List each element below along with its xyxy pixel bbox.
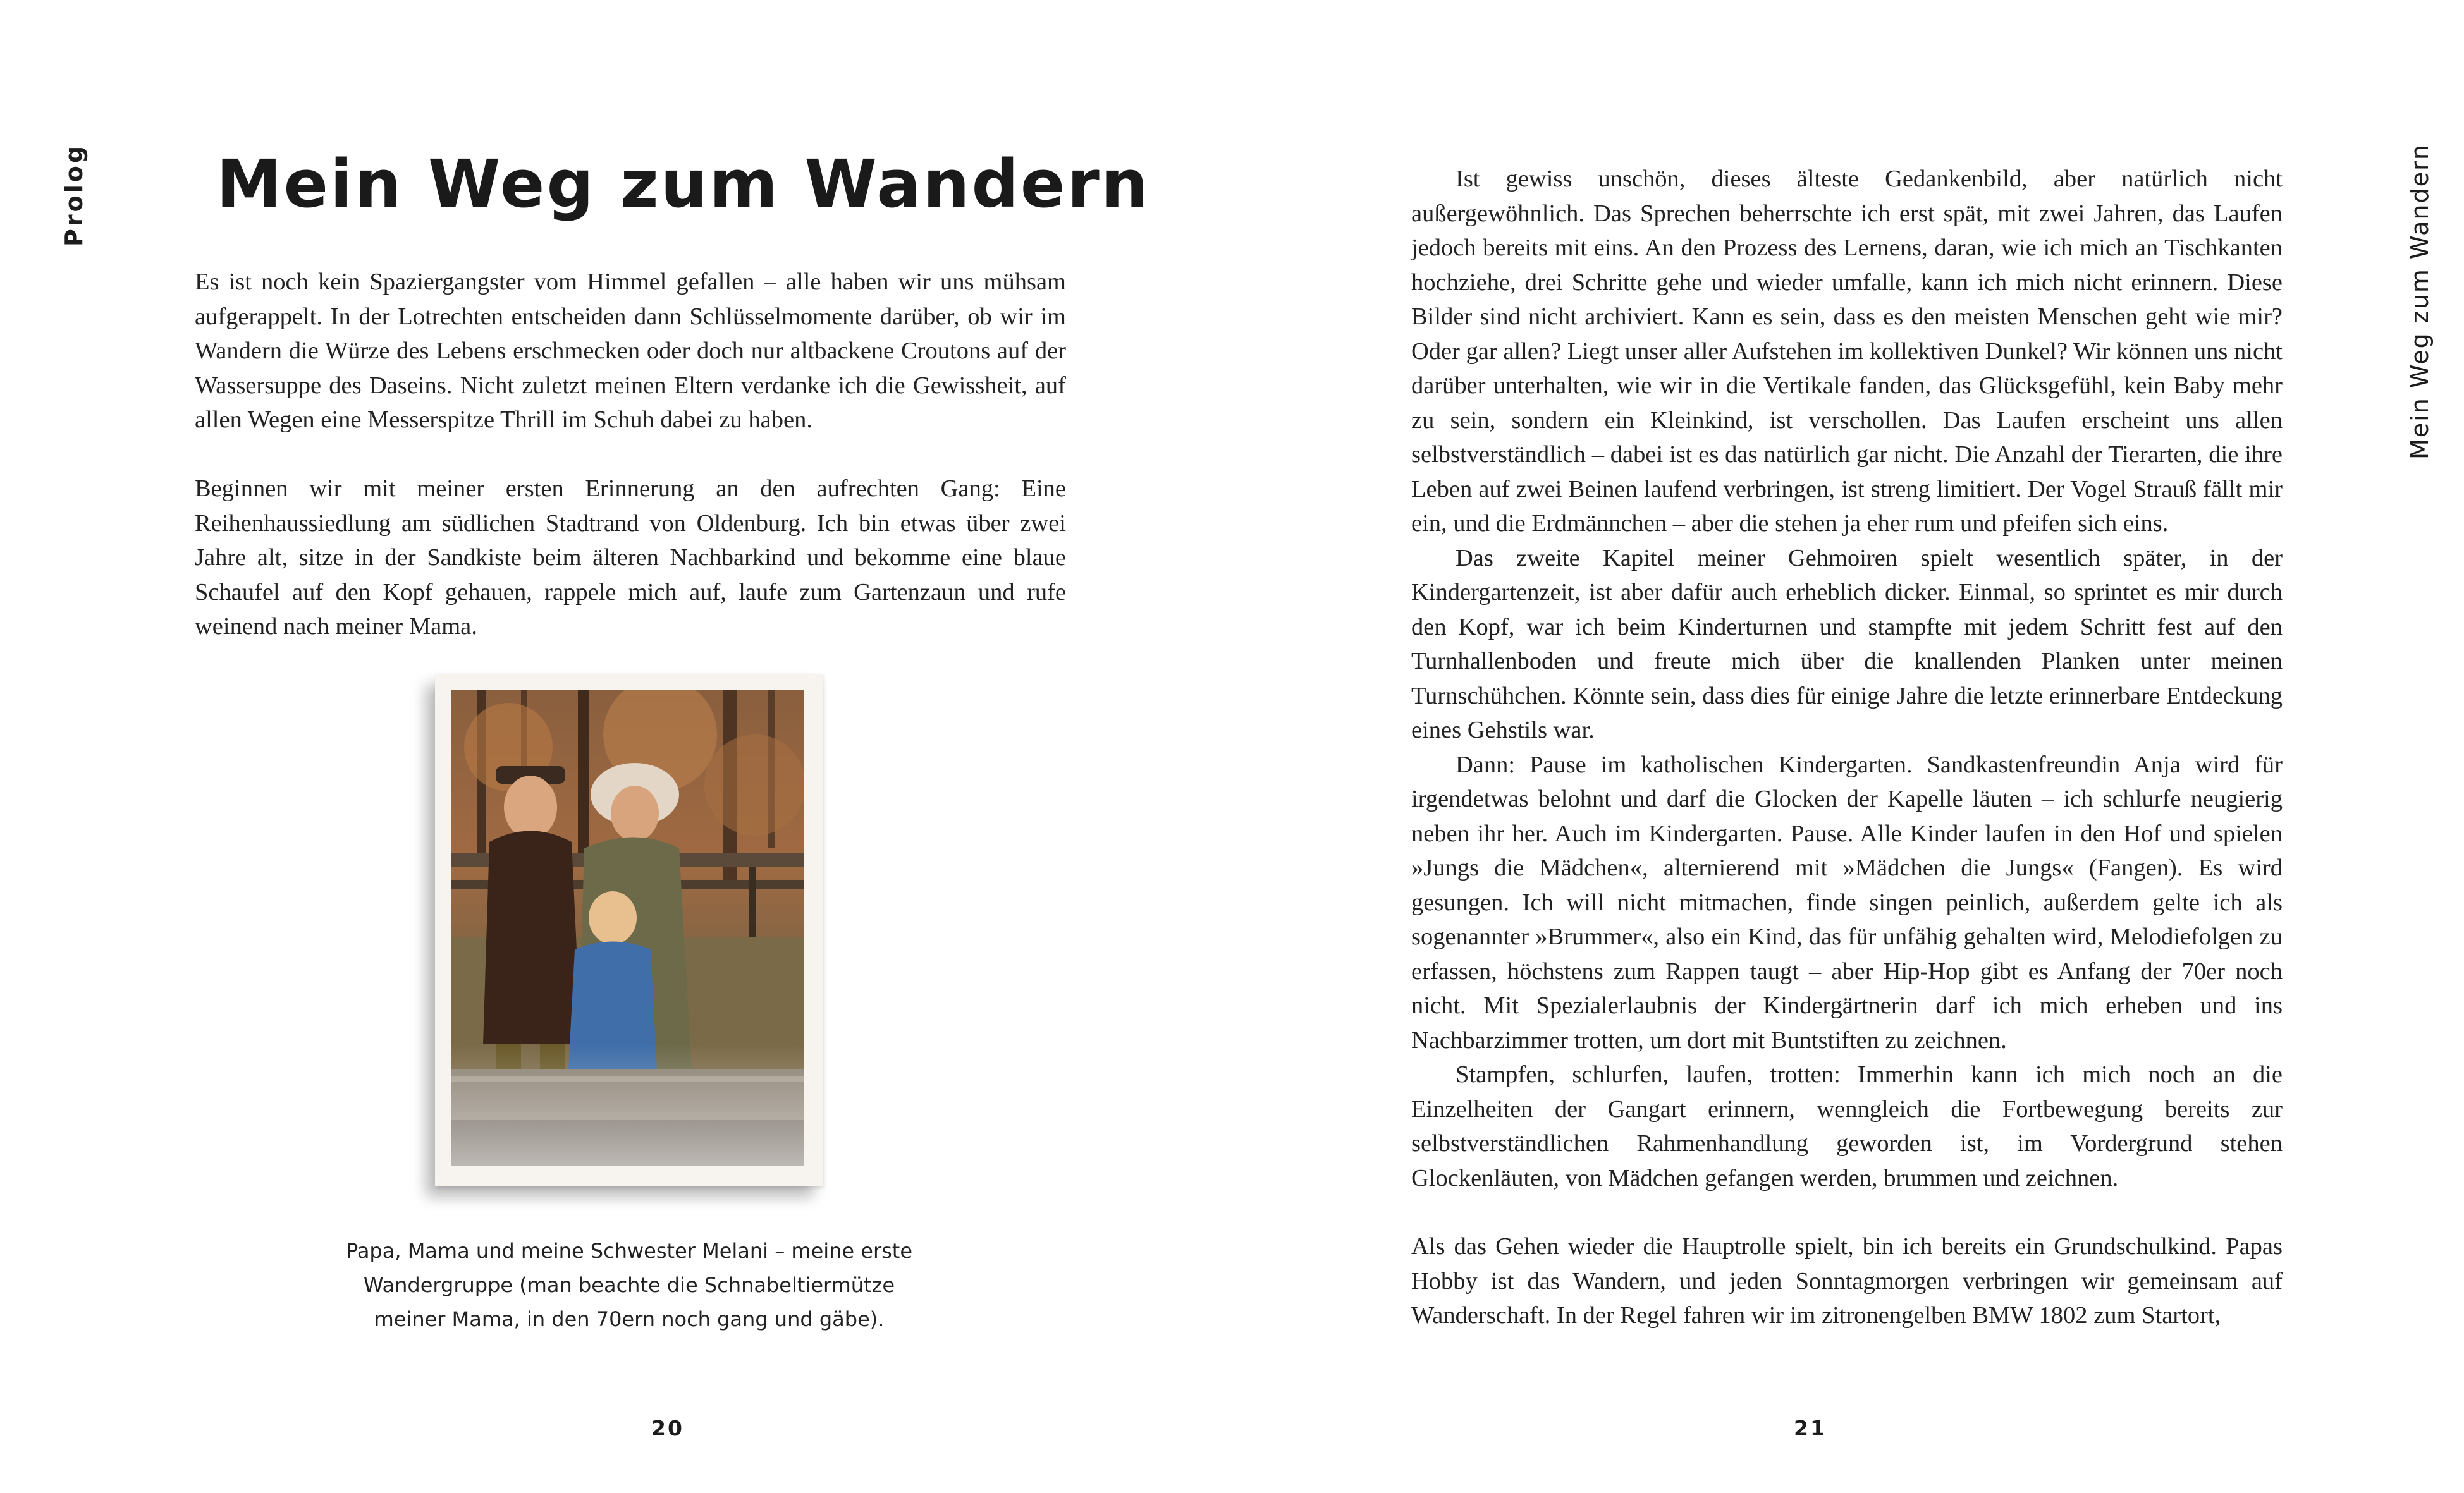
caption-line: Wandergruppe (man beachte die Schnabeltiermütze	[363, 1273, 895, 1297]
caption-line: Papa, Mama und meine Schwester Melani – meine erste	[345, 1239, 913, 1263]
paragraph: Ist gewiss unschön, dieses älteste Gedankenbild, aber natürlich nicht außergewöhnlich. Das Sprechen beherrschte ich erst spät, mit zwei Jahren, das Laufen jedoch bereits mit eins. An den Prozess des Lernens, daran, wie ich mich an Tischkanten hochziehe, drei Schritte gehe und wieder umfalle, kann ich mich nicht erinnern. Diese Bilder sind nicht archiviert. Kann es sein, dass es den meisten Menschen geht wie mir? Oder gar allen? Liegt unser aller Aufstehen im kollektiven Dunkel? Wir können uns nicht darüber unterhalten, wie wir in die Vertikale fanden, das Glücksgefühl, kein Baby mehr zu sein, sondern ein Kleinkind, ist verschollen. Das Laufen erscheint uns allen selbstverständlich – dabei ist es das natürlich gar nicht. Die Anzahl der Tierarten, die ihre Leben auf zwei Beinen laufend verbringen, ist streng limitiert. Der Vogel Strauß fällt mir ein, und die Erdmännchen – aber die stehen ja eher rum und pfeifen sich eins.	[1411, 166, 2283, 537]
paragraph: Das zweite Kapitel meiner Gehmoiren spielt wesentlich später, in der Kindergartenzeit, ist aber dafür auch erheblich dicker. Einmal, so sprintet es mir durch den Kopf, war ich beim Kinderturnen und stampfte mit jedem Schritt fest auf den Turnhallenboden und freute mich über die knallenden Planken unter meinen Turnschühchen. Könnte sein, dass dies für einige Jahre die letzte erinnerbare Entdeckung eines Gehstils war.	[1411, 544, 2283, 743]
paragraph: Stampfen, schlurfen, laufen, trotten: Immerhin kann ich mich noch an die Einzelheiten der Gangart erinnern, wenngleich die Fortbewegung bereits zur selbstverständlichen Rahmenhandlung geworden ist, im Vordergrund stehen Glockenläuten, von Mädchen gefangen werden, brummen und zeichnen.	[1411, 1061, 2283, 1191]
photo-caption	[278, 1234, 980, 1336]
caption-line: meiner Mama, in den 70ern noch gang und gäbe).	[374, 1307, 885, 1331]
right-column-text	[1411, 162, 2283, 1333]
page-number-left: 20	[651, 1416, 684, 1441]
chapter-title: Mein Weg zum Wandern	[216, 145, 1150, 222]
chapter-side-label: Prolog	[60, 143, 88, 247]
family-photo-frame	[435, 674, 823, 1186]
paragraph: Als das Gehen wieder die Hauptrolle spielt, bin ich bereits ein Grundschulkind. Papas Hobby ist das Wandern, und jeden Sonntagmorgen verbringen wir gemeinsam auf Wanderschaft. In der Regel fahren wir im zitronengelben BMW 1802 zum Startort,	[1411, 1233, 2283, 1329]
paragraph-first-memory: Beginnen wir mit meiner ersten Erinnerung an den aufrechten Gang: Eine Reihenhaussiedlung am südlichen Stadtrand von Oldenburg. Ich bin etwas über zwei Jahre alt, sitze in der Sandkiste beim älteren Nachbarkind und bekomme eine blaue Schaufel auf den Kopf gehauen, rappele mich auf, laufe zum Gartenzaun und rufe weinend nach meiner Mama.	[195, 475, 1066, 640]
running-header-side-label: Mein Weg zum Wandern	[2406, 143, 2434, 460]
page-number-right: 21	[1794, 1416, 1827, 1441]
family-photo	[451, 690, 804, 1166]
paragraph: Dann: Pause im katholischen Kindergarten. Sandkastenfreundin Anja wird für irgendetwas belohnt und darf die Glocken der Kapelle läuten – ich schlurfe neugierig neben ihr her. Auch im Kindergarten. Pause. Alle Kinder laufen in den Hof und spielen »Jungs die Mädchen«, alternierend mit »Mädchen die Jungs« (Fangen). Es wird gesungen. Ich will nicht mitmachen, finde singen peinlich, außerdem gelte ich als sogenannter »Brummer«, also ein Kind, das für unfähig gehalten wird, Melodiefolgen zu erfassen, höchstens zum Rappen taugt – aber Hip-Hop gibt es Anfang der 70er noch nicht. Mit Spezialerlaubnis der Kindergärtnerin darf ich mich erheben und ins Nachbarzimmer trotten, um dort mit Buntstiften zu zeichnen.	[1411, 751, 2283, 1054]
paragraph-intro: Es ist noch kein Spaziergangster vom Himmel gefallen – alle haben wir uns mühsam aufgerappelt. In der Lotrechten entscheiden dann Schlüsselmomente darüber, ob wir im Wandern die Würze des Lebens erschmecken oder doch nur altbackene Croutons auf der Wassersuppe des Daseins. Nicht zuletzt meinen Eltern verdanke ich die Gewissheit, auf allen Wegen eine Messerspitze Thrill im Schuh dabei zu haben.	[195, 269, 1066, 433]
